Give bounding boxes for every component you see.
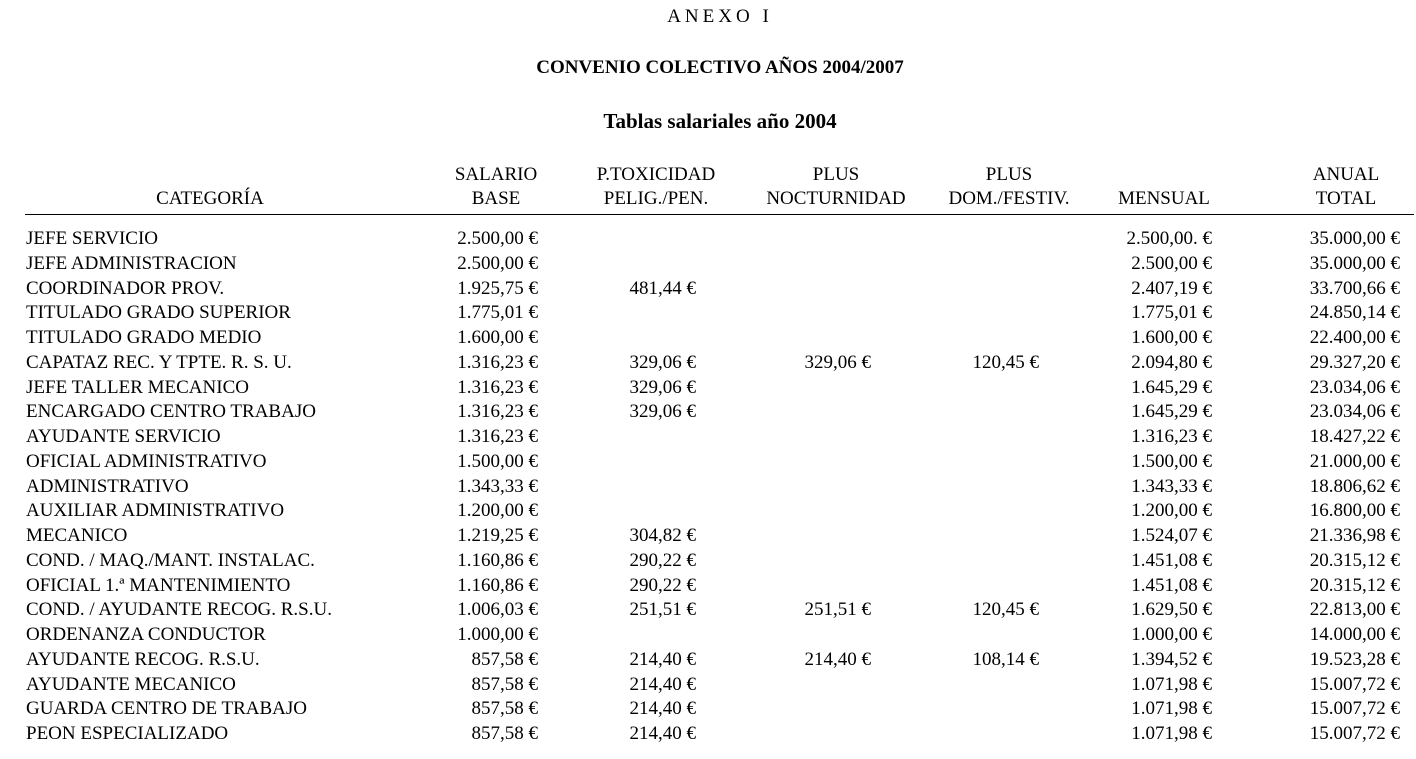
column-header-toxicidad: [576, 163, 736, 211]
anual-cell: 14.000,00 €: [1309, 624, 1400, 645]
category-cell: OFICIAL 1.ª MANTENIMIENTO: [26, 574, 291, 596]
anual-cell: 15.007,72 €: [1309, 723, 1400, 744]
toxicidad-cell: 214,40 €: [629, 698, 696, 720]
toxicidad-cell: 214,40 €: [629, 673, 696, 695]
column-header-anual: [1296, 163, 1396, 211]
table-row: [0, 227, 1416, 252]
table-row: [0, 450, 1416, 475]
anual-cell: 35.000,00 €: [1309, 252, 1400, 274]
category-cell: TITULADO GRADO MEDIO: [26, 327, 262, 348]
column-header-categoria-label: CATEGORÍA: [156, 188, 264, 209]
anual-cell: 15.007,72 €: [1309, 698, 1400, 720]
salario-base-cell: 1.316,23 €: [457, 426, 538, 447]
table-row: [0, 673, 1416, 698]
category-cell: MECANICO: [26, 525, 128, 546]
mensual-cell: 1.600,00 €: [1131, 327, 1212, 348]
salario-base-cell: 857,58 €: [471, 698, 538, 720]
salario-base-cell: 1.775,01 €: [457, 302, 538, 324]
column-header-mensual: [1100, 163, 1228, 211]
anual-cell: 20.315,12 €: [1309, 549, 1400, 571]
mensual-cell: 1.451,08 €: [1131, 574, 1212, 596]
category-cell: AYUDANTE RECOG. R.S.U.: [26, 648, 260, 670]
category-cell: JEFE TALLER MECANICO: [26, 376, 249, 398]
salario-base-cell: 1.316,23 €: [457, 376, 538, 398]
mensual-cell: 1.645,29 €: [1131, 376, 1212, 398]
mensual-cell: 1.775,01 €: [1131, 302, 1212, 324]
column-header-nocturnidad-line2: NOCTURNIDAD: [766, 188, 906, 209]
mensual-cell: 1.645,29 €: [1131, 401, 1212, 423]
table-row: [0, 722, 1416, 747]
anual-cell: 23.034,06 €: [1309, 376, 1400, 398]
salario-base-cell: 1.160,86 €: [457, 574, 538, 596]
category-cell: JEFE ADMINISTRACION: [26, 252, 237, 274]
toxicidad-cell: 329,06 €: [629, 351, 696, 373]
domfestiv-cell: 120,45 €: [972, 351, 1039, 373]
mensual-cell: 2.500,00 €: [1131, 252, 1212, 274]
column-header-toxicidad-line2: PELIG./PEN.: [603, 188, 709, 209]
anual-cell: 18.427,22 €: [1309, 426, 1400, 447]
table-row: [0, 499, 1416, 524]
category-cell: JEFE SERVICIO: [26, 228, 159, 249]
mensual-cell: 1.071,98 €: [1131, 698, 1212, 720]
salario-base-cell: 2.500,00 €: [457, 252, 538, 274]
anual-cell: 16.800,00 €: [1309, 500, 1400, 522]
column-header-domfestiv: [924, 163, 1094, 211]
mensual-cell: 2.407,19 €: [1131, 277, 1212, 299]
mensual-cell: 1.316,23 €: [1131, 426, 1212, 447]
table-row: [0, 425, 1416, 450]
anual-cell: 23.034,06 €: [1309, 401, 1400, 423]
mensual-cell: 1.500,00 €: [1131, 450, 1212, 472]
mensual-cell: 1.200,00 €: [1131, 500, 1212, 522]
table-row: [0, 475, 1416, 500]
column-header-domfestiv-line1: PLUS: [985, 164, 1033, 185]
anual-cell: 15.007,72 €: [1309, 673, 1400, 695]
category-cell: ADMINISTRATIVO: [26, 475, 189, 497]
category-cell: COND. / MAQ./MANT. INSTALAC.: [26, 549, 315, 571]
toxicidad-cell: 304,82 €: [629, 525, 696, 546]
salario-base-cell: 857,58 €: [471, 648, 538, 670]
category-cell: OFICIAL ADMINISTRATIVO: [26, 450, 267, 472]
category-cell: TITULADO GRADO SUPERIOR: [26, 302, 291, 324]
document-title: CONVENIO COLECTIVO AÑOS 2004/2007: [536, 57, 904, 78]
column-header-salario-line2: BASE: [471, 188, 521, 209]
anual-cell: 33.700,66 €: [1309, 277, 1400, 299]
table-row: [0, 277, 1416, 302]
annex-title: ANEXO I: [667, 6, 773, 27]
anual-cell: 20.315,12 €: [1309, 574, 1400, 596]
anual-cell: 21.000,00 €: [1309, 450, 1400, 472]
table-row: [0, 549, 1416, 574]
mensual-cell: 1.071,98 €: [1131, 723, 1212, 744]
domfestiv-cell: 108,14 €: [972, 648, 1039, 670]
mensual-cell: 1.451,08 €: [1131, 549, 1212, 571]
header-divider: [25, 214, 1414, 215]
domfestiv-cell: 120,45 €: [972, 599, 1039, 621]
category-cell: ORDENANZA CONDUCTOR: [26, 624, 266, 645]
mensual-cell: 1.000,00 €: [1131, 624, 1212, 645]
nocturnidad-cell: 329,06 €: [804, 351, 871, 373]
anual-cell: 21.336,98 €: [1309, 525, 1400, 546]
anual-cell: 22.400,00 €: [1309, 327, 1400, 348]
table-row: [0, 623, 1416, 648]
salario-base-cell: 1.160,86 €: [457, 549, 538, 571]
table-row: [0, 301, 1416, 326]
mensual-cell: 1.394,52 €: [1131, 648, 1212, 670]
table-row: [0, 598, 1416, 623]
mensual-cell: 2.094,80 €: [1131, 351, 1212, 373]
salario-base-cell: 1.343,33 €: [457, 475, 538, 497]
toxicidad-cell: 481,44 €: [629, 277, 696, 299]
table-title: Tablas salariales año 2004: [603, 109, 837, 133]
mensual-cell: 1.524,07 €: [1131, 525, 1212, 546]
salario-base-cell: 1.219,25 €: [457, 525, 538, 546]
column-header-anual-line2: TOTAL: [1315, 188, 1377, 209]
salary-table-body: [0, 227, 1416, 747]
column-header-toxicidad-line1: P.TOXICIDAD: [596, 164, 716, 185]
toxicidad-cell: 329,06 €: [629, 376, 696, 398]
salario-base-cell: 1.316,23 €: [457, 401, 538, 423]
table-row: [0, 351, 1416, 376]
salario-base-cell: 857,58 €: [471, 723, 538, 744]
toxicidad-cell: 251,51 €: [629, 599, 696, 621]
category-cell: AUXILIAR ADMINISTRATIVO: [26, 500, 285, 522]
category-cell: GUARDA CENTRO DE TRABAJO: [26, 698, 307, 720]
table-row: [0, 252, 1416, 277]
toxicidad-cell: 290,22 €: [629, 574, 696, 596]
anual-cell: 19.523,28 €: [1309, 648, 1400, 670]
anual-cell: 24.850,14 €: [1309, 302, 1400, 324]
column-header-domfestiv-line2: DOM./FESTIV.: [948, 188, 1070, 209]
column-header-salario-base: [436, 163, 556, 211]
salario-base-cell: 1.006,03 €: [457, 599, 538, 621]
nocturnidad-cell: 251,51 €: [804, 599, 871, 621]
column-header-salario-line1: SALARIO: [454, 164, 538, 185]
category-cell: ENCARGADO CENTRO TRABAJO: [26, 401, 316, 423]
anual-cell: 35.000,00 €: [1309, 228, 1400, 249]
category-cell: COND. / AYUDANTE RECOG. R.S.U.: [26, 599, 332, 621]
nocturnidad-cell: 214,40 €: [804, 648, 871, 670]
column-header-nocturnidad-line1: PLUS: [812, 164, 860, 185]
column-header-nocturnidad: [746, 163, 926, 211]
anual-cell: 22.813,00 €: [1309, 599, 1400, 621]
category-cell: AYUDANTE MECANICO: [26, 673, 236, 695]
table-row: [0, 648, 1416, 673]
anual-cell: 29.327,20 €: [1309, 351, 1400, 373]
table-row: [0, 326, 1416, 351]
salario-base-cell: 2.500,00 €: [457, 228, 538, 249]
category-cell: AYUDANTE SERVICIO: [26, 426, 221, 447]
toxicidad-cell: 290,22 €: [629, 549, 696, 571]
mensual-cell: 2.500,00. €: [1126, 228, 1212, 249]
mensual-cell: 1.071,98 €: [1131, 673, 1212, 695]
toxicidad-cell: 214,40 €: [629, 648, 696, 670]
toxicidad-cell: 214,40 €: [629, 723, 696, 744]
column-header-anual-line1: ANUAL: [1312, 164, 1380, 185]
salario-base-cell: 1.600,00 €: [457, 327, 538, 348]
table-row: [0, 574, 1416, 599]
category-cell: COORDINADOR PROV.: [26, 277, 225, 299]
salario-base-cell: 1.200,00 €: [457, 500, 538, 522]
table-row: [0, 376, 1416, 401]
table-row: [0, 524, 1416, 549]
column-header-mensual-label: MENSUAL: [1118, 188, 1210, 209]
salario-base-cell: 1.500,00 €: [457, 450, 538, 472]
category-cell: CAPATAZ REC. Y TPTE. R. S. U.: [26, 351, 292, 373]
category-cell: PEON ESPECIALIZADO: [26, 723, 229, 744]
mensual-cell: 1.629,50 €: [1131, 599, 1212, 621]
table-row: [0, 697, 1416, 722]
toxicidad-cell: 329,06 €: [629, 401, 696, 423]
column-header-categoria: [130, 163, 290, 211]
salario-base-cell: 1.316,23 €: [457, 351, 538, 373]
table-row: [0, 400, 1416, 425]
salario-base-cell: 1.925,75 €: [457, 277, 538, 299]
mensual-cell: 1.343,33 €: [1131, 475, 1212, 497]
anual-cell: 18.806,62 €: [1309, 475, 1400, 497]
salario-base-cell: 1.000,00 €: [457, 624, 538, 645]
salario-base-cell: 857,58 €: [471, 673, 538, 695]
